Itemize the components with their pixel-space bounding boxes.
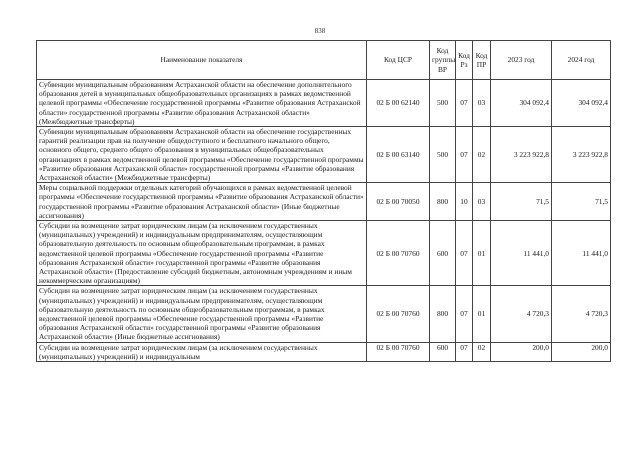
row-rz: 07 xyxy=(456,127,473,183)
row-name: Субвенции муниципальным образованиям Астраханской области на обеспечение дополнительного образования детей в муниципальных общеобразовательных организациях в рамках ведомственной целевой программы «Обеспечение государственной программы «Развитие образования Астраханской области» государственной программы «Развитие образования Астраханской области» (Межбюджетные трансферты) xyxy=(37,80,367,127)
row-csr: 02 Б 00 70760 xyxy=(367,342,430,361)
row-vr: 800 xyxy=(430,183,456,221)
row-rz: 07 xyxy=(456,342,473,361)
budget-table xyxy=(36,40,611,362)
table-row xyxy=(37,286,611,342)
row-vr: 600 xyxy=(430,342,456,361)
row-2023: 4 720,3 xyxy=(491,286,552,342)
table-row xyxy=(37,342,611,361)
row-pr: 01 xyxy=(473,221,491,286)
row-csr: 02 Б 00 62140 xyxy=(367,80,430,127)
row-name: Субсидии на возмещение затрат юридическим лицам (за исключением государственных (муниципальных) учреждений) и индивидуальным xyxy=(37,342,367,361)
row-vr: 500 xyxy=(430,127,456,183)
header-rz: Код Рз xyxy=(456,41,473,80)
row-pr: 01 xyxy=(473,286,491,342)
page-number: 838 xyxy=(314,27,326,35)
header-pr: Код ПР xyxy=(473,41,491,80)
row-vr: 800 xyxy=(430,286,456,342)
row-rz: 10 xyxy=(456,183,473,221)
row-2024: 304 092,4 xyxy=(552,80,611,127)
row-rz: 07 xyxy=(456,221,473,286)
header-csr: Код ЦСР xyxy=(367,41,430,80)
row-pr: 03 xyxy=(473,80,491,127)
header-vr: Код группы ВР xyxy=(430,41,456,80)
row-csr: 02 Б 00 70050 xyxy=(367,183,430,221)
table-row xyxy=(37,221,611,286)
row-2023: 11 441,0 xyxy=(491,221,552,286)
row-name: Субвенции муниципальным образованиям Астраханской области на обеспечение государственных гарантий реализации прав на получение общедоступного и бесплатного начального общего, основного общего, среднего общего образования в муниципальных общеобразовательных организациях в рамках ведомственной целевой программы «Обеспечение государственной программы «Развитие образования Астраханской области» государственной программы «Развитие образования Астраханской области» (Межбюджетные трансферты) xyxy=(37,127,367,183)
row-2024: 200,0 xyxy=(552,342,611,361)
row-2024: 3 223 922,8 xyxy=(552,127,611,183)
row-vr: 500 xyxy=(430,80,456,127)
row-vr: 600 xyxy=(430,221,456,286)
table-row xyxy=(37,127,611,183)
row-2024: 71,5 xyxy=(552,183,611,221)
row-2023: 200,0 xyxy=(491,342,552,361)
row-2023: 3 223 922,8 xyxy=(491,127,552,183)
row-pr: 02 xyxy=(473,127,491,183)
row-2023: 71,5 xyxy=(491,183,552,221)
header-name: Наименование показателя xyxy=(37,41,367,80)
row-csr: 02 Б 00 63140 xyxy=(367,127,430,183)
row-2024: 11 441,0 xyxy=(552,221,611,286)
row-2023: 304 092,4 xyxy=(491,80,552,127)
table-row xyxy=(37,183,611,221)
row-name: Меры социальной поддержки отдельных категорий обучающихся в рамках ведомственной целевой программы «Обеспечение государственной программы «Развитие образования Астраханской области» государственной программы «Развитие образования Астраханской области» (Иные бюджетные ассигнования) xyxy=(37,183,367,221)
header-2023: 2023 год xyxy=(491,41,552,80)
header-2024: 2024 год xyxy=(552,41,611,80)
row-pr: 02 xyxy=(473,342,491,361)
table-row xyxy=(37,80,611,127)
row-csr: 02 Б 00 70760 xyxy=(367,221,430,286)
row-name: Субсидии на возмещение затрат юридическим лицам (за исключением государственных (муниципальных) учреждений) и индивидуальным предпринимателям, осуществляющим образовательную деятельность по основным общеобразовательным программам, в рамках ведомственной целевой программы «Обеспечение государственной программы «Развитие образования Астраханской области» государственной программы «Развитие образования Астраханской области» (Иные бюджетные ассигнования) xyxy=(37,286,367,342)
row-2024: 4 720,3 xyxy=(552,286,611,342)
row-pr: 03 xyxy=(473,183,491,221)
row-rz: 07 xyxy=(456,286,473,342)
header-row xyxy=(37,41,611,80)
row-csr: 02 Б 00 70760 xyxy=(367,286,430,342)
row-name: Субсидии на возмещение затрат юридическим лицам (за исключением государственных (муниципальных) учреждений) и индивидуальным предпринимателям, осуществляющим образовательную деятельность по основным общеобразовательным программам, в рамках ведомственной целевой программы «Обеспечение государственной программы «Развитие образования Астраханской области» государственной программы «Развитие образования Астраханской области» (Предоставление субсидий бюджетным, автономным учреждениям и иным некоммерческим организациям) xyxy=(37,221,367,286)
row-rz: 07 xyxy=(456,80,473,127)
